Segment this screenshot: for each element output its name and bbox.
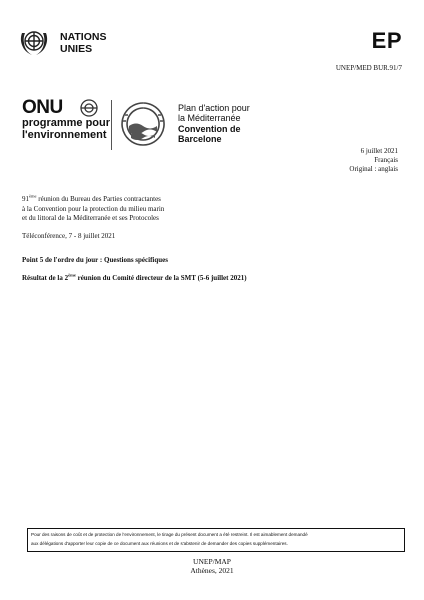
footer-place-year: Athènes, 2021 — [190, 566, 234, 575]
title-prefix: Résultat de la 2 — [22, 274, 69, 282]
meeting-line3: et du littoral de la Méditerranée et ses Protocoles — [22, 214, 159, 222]
org-name-line2: UNIES — [60, 43, 93, 55]
meeting-line1-text: réunion du Bureau des Parties contractantes — [36, 195, 161, 203]
title-superscript: ème — [68, 272, 76, 278]
printing-notice-box — [27, 528, 405, 552]
title-suffix: réunion du Comité directeur de la SMT (5-6 juillet 2021) — [75, 274, 247, 282]
document-date: 6 juillet 2021 — [360, 147, 398, 155]
meeting-venue: Téléconférence, 7 - 8 juillet 2021 — [22, 232, 116, 240]
meeting-line2: à la Convention pour la protection du milieu marin — [22, 204, 165, 213]
map-emblem-icon — [119, 100, 167, 148]
footer-org: UNEP/MAP — [193, 557, 231, 566]
org-name-line1: NATIONS — [60, 31, 107, 43]
original-language: Original : anglais — [349, 165, 398, 173]
onu-subtitle-line2: l'environnement — [22, 128, 107, 141]
plan-logo-line2: la Méditerranée — [178, 113, 241, 123]
onu-logo-title: ONU — [22, 97, 63, 118]
meeting-ordinal: 91 — [22, 195, 29, 203]
logo-divider — [111, 100, 112, 150]
agenda-item: Point 5 de l'ordre du jour : Questions spécifiques — [22, 256, 168, 264]
plan-logo-line3: Convention de — [178, 124, 241, 134]
document-title — [22, 274, 247, 284]
plan-logo-line4: Barcelone — [178, 134, 222, 144]
printing-notice-line1: Pour des raisons de coût et de protection de l'environnement, le tirage du présent document a été restreint. Il est aimablement demandé — [31, 532, 308, 537]
meeting-line1 — [22, 195, 161, 205]
onu-logo-subtitle — [22, 118, 110, 141]
printing-notice-line2: aux délégations d'apporter leur copie de ce document aux réunions et de s'abstenir de demander des copies supplémentaires. — [31, 540, 288, 546]
unep-emblem-icon — [79, 98, 99, 118]
meeting-ordinal-suffix: ème — [29, 193, 37, 199]
plan-logo-line1: Plan d'action pour — [178, 103, 250, 113]
series-code: EP — [371, 28, 402, 53]
document-language: Français — [374, 156, 398, 164]
onu-subtitle-line1: programme pour — [22, 117, 111, 129]
un-emblem-icon — [17, 25, 51, 59]
document-symbol: UNEP/MED BUR.91/7 — [335, 64, 402, 72]
